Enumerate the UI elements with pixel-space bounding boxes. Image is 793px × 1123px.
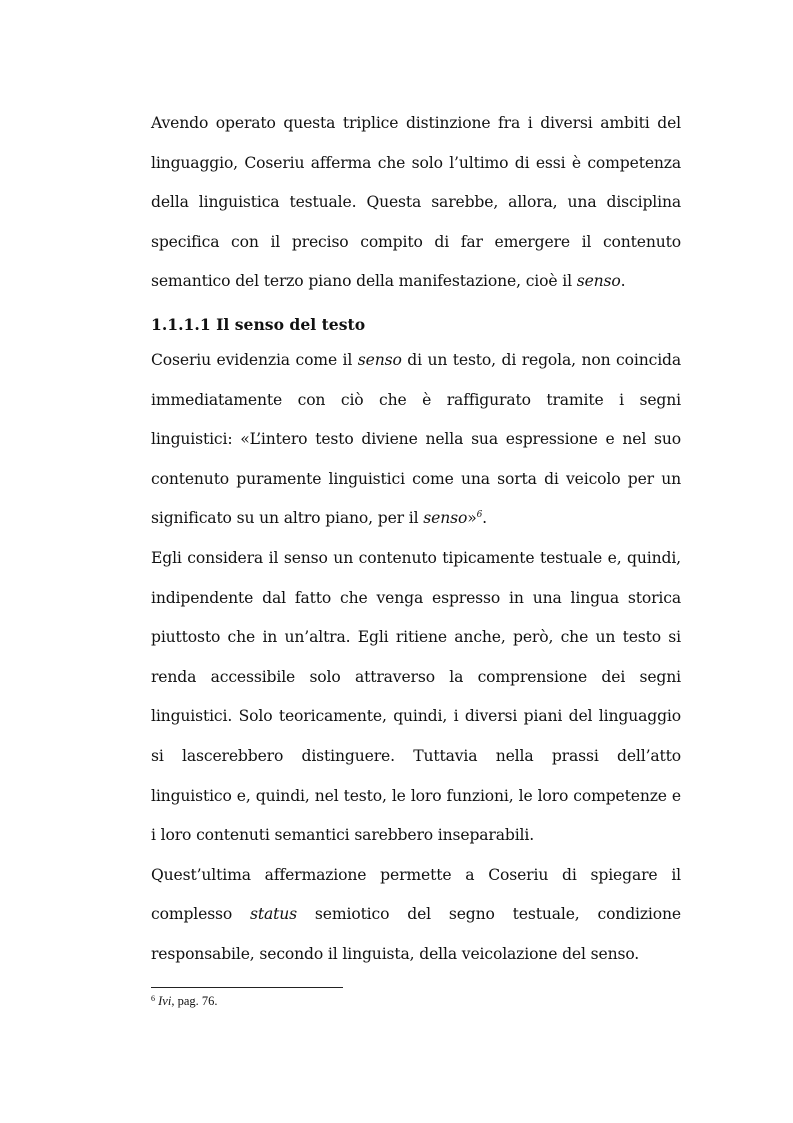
- footnote-text: , pag. 76.: [171, 994, 218, 1008]
- paragraph-senso-text-a: Coseriu evidenzia come il: [151, 350, 358, 369]
- section-heading: 1.1.1.1 Il senso del testo: [151, 314, 366, 334]
- paragraph-considera: Egli considera il senso un contenuto tipicamente testuale e, quindi, indipendente dal fatto che venga espresso in una lingua storica piuttosto che in un’altra. Egli ritiene anche, però, che un testo si renda accessibile solo attraverso la comprensione dei segni linguistici. Solo teoricamente, quindi, i diversi piani del linguaggio si lascerebbero distinguere. Tuttavia nella prassi dell’atto linguistico e, quindi, nel testo, le loro funzioni, le loro competenze e i loro contenuti semantici sarebbero inseparabili.: [151, 548, 681, 845]
- paragraph-senso: [151, 341, 681, 539]
- punctuation: .: [482, 509, 487, 528]
- paragraph-affermazione-text-a: Quest’ultima affermazione permette a Coseriu di spiegare il complesso: [151, 865, 681, 924]
- page-body: [151, 104, 681, 974]
- paragraph-intro-text: Avendo operato questa triplice distinzione fra i diversi ambiti del linguaggio, Coseriu afferma che solo l’ultimo di essi è competenza della linguistica testuale. Questa sarebbe, allora, una disciplina specifica con il preciso compito di far emergere il contenuto semantico del terzo piano della manifestazione, cioè il: [151, 114, 681, 291]
- term-senso: senso: [576, 272, 621, 291]
- quote-close: »: [467, 509, 477, 528]
- term-senso: senso: [357, 350, 402, 369]
- paragraph-senso-quote: di un testo, di regola, non coincida immediatamente con ciò che è raffigurato tramite i segni linguistici: «L’intero testo diviene nella sua espressione e nel suo contenuto puramente linguistici come una sorta di veicolo per un significato su un altro piano, per il: [151, 350, 682, 528]
- footnote-ivi: Ivi: [158, 994, 172, 1008]
- term-status: status: [250, 905, 298, 924]
- footnote-number: 6: [151, 994, 155, 1003]
- paragraph-affermazione: [151, 856, 681, 975]
- footnote-divider: [151, 987, 343, 988]
- footnote-reference[interactable]: 6: [476, 510, 483, 521]
- paragraph-affermazione-text-b: semiotico del segno testuale, condizione responsabile, secondo il linguista, della veicolazione del senso.: [151, 905, 681, 963]
- paragraph-intro: [151, 104, 681, 302]
- footnote: [151, 993, 218, 1009]
- punctuation: .: [620, 272, 626, 291]
- term-senso: senso: [423, 509, 468, 528]
